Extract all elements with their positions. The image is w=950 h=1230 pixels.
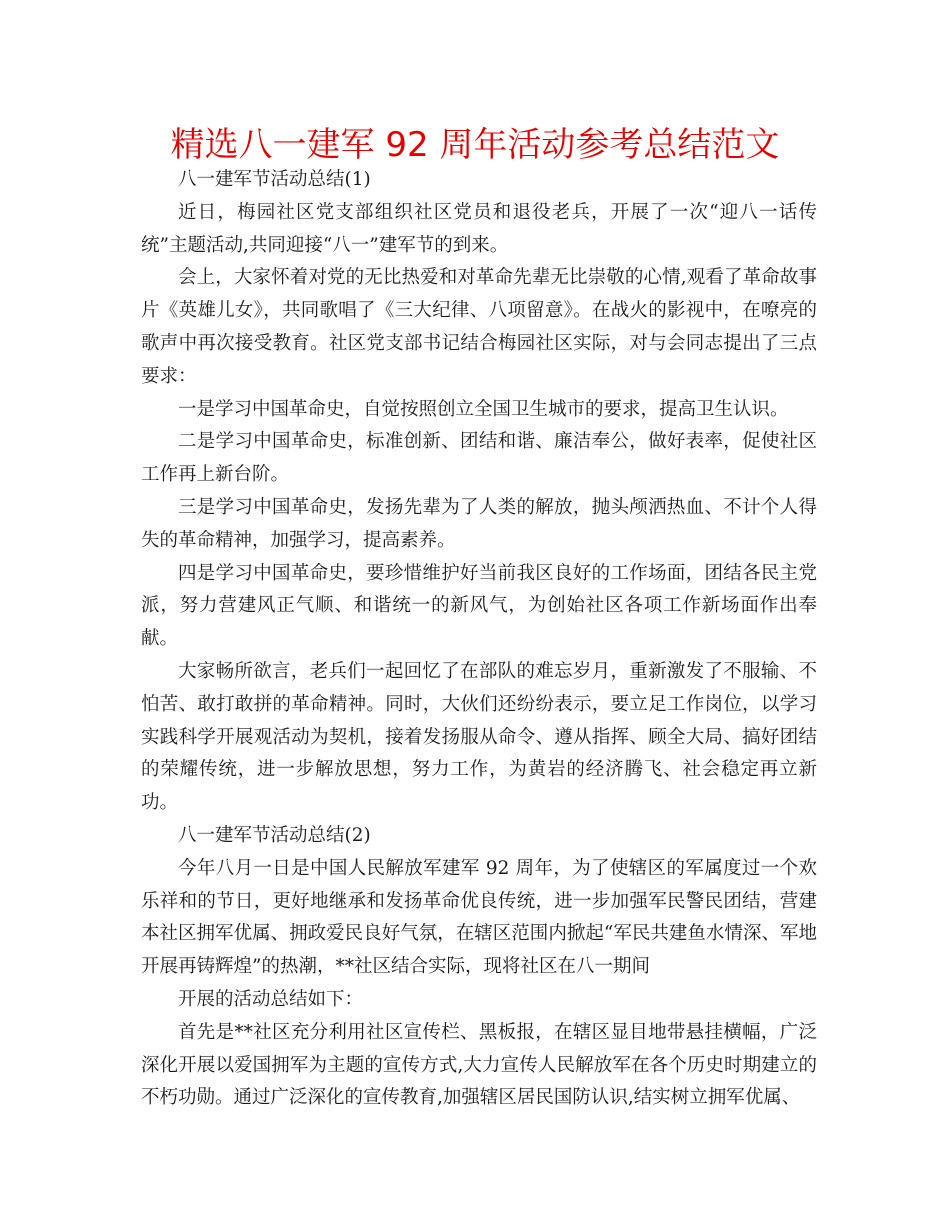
paragraph: 四是学习中国革命史，要珍惜维护好当前我区良好的工作场面，团结各民主党派，努力营建风正气顺、和谐统一的新风气，为创始社区各项工作新场面作出奉献。 bbox=[141, 562, 817, 650]
paragraph: 首先是**社区充分利用社区宣传栏、黑板报，在辖区显目地带悬挂横幅，广泛深化开展以爱国拥军为主题的宣传方式,大力宣传人民解放军在各个历史时期建立的不朽功勋。通过广泛深化的宣传教育,加强辖区居民国防认识,结实树立拥军优属、 bbox=[141, 1021, 817, 1109]
document-title: 精选八一建军 92 周年活动参考总结范文 bbox=[170, 125, 780, 165]
paragraph: 大家畅所欲言，老兵们一起回忆了在部队的难忘岁月，重新激发了不服输、不怕苦、敢打敢拼的革命精神。同时，大伙们还纷纷表示，要立足工作岗位，以学习实践科学开展观活动为契机，接着发扬服从命令、遵从指挥、顾全大局、搞好团结的荣耀传统，进一步解放思想，努力工作，为黄岩的经济腾飞、社会稳定再立新功。 bbox=[141, 660, 817, 814]
paragraph: 今年八月一日是中国人民解放军建军 92 周年，为了使辖区的军属度过一个欢乐祥和的节日，更好地继承和发扬革命优良传统，进一步加强军民警民团结，营建本社区拥军优属、拥政爱民良好气氛，在辖区范围内掀起“军民共建鱼水情深、军地开展再铸辉煌”的热潮，**社区结合实际，现将社区在八一期间 bbox=[141, 857, 817, 978]
paragraph: 近日，梅园社区党支部组织社区党员和退役老兵，开展了一次“迎八一话传统”主题活动,共同迎接“八一”建军节的到来。 bbox=[141, 201, 817, 256]
paragraph: 一是学习中国革命史，自觉按照创立全国卫生城市的要求，提高卫生认识。 bbox=[178, 398, 789, 420]
paragraph: 开展的活动总结如下： bbox=[178, 988, 364, 1010]
section-heading-2: 八一建军节活动总结(2) bbox=[178, 824, 371, 846]
paragraph: 三是学习中国革命史，发扬先辈为了人类的解放，抛头颅洒热血、不计个人得失的革命精神，加强学习，提高素养。 bbox=[141, 496, 817, 551]
paragraph: 会上，大家怀着对党的无比热爱和对革命先辈无比崇敬的心情,观看了革命故事片《英雄儿女》，共同歌唱了《三大纪律、八项留意》。在战火的影视中，在嘹亮的歌声中再次接受教育。社区党支部书记结合梅园社区实际，对与会同志提出了三点要求： bbox=[141, 267, 817, 387]
document-body bbox=[141, 164, 817, 1115]
paragraph: 二是学习中国革命史，标准创新、团结和谐、廉洁奉公，做好表率，促使社区工作再上新台阶。 bbox=[141, 431, 817, 486]
section-heading-1: 八一建军节活动总结(1) bbox=[178, 169, 371, 190]
